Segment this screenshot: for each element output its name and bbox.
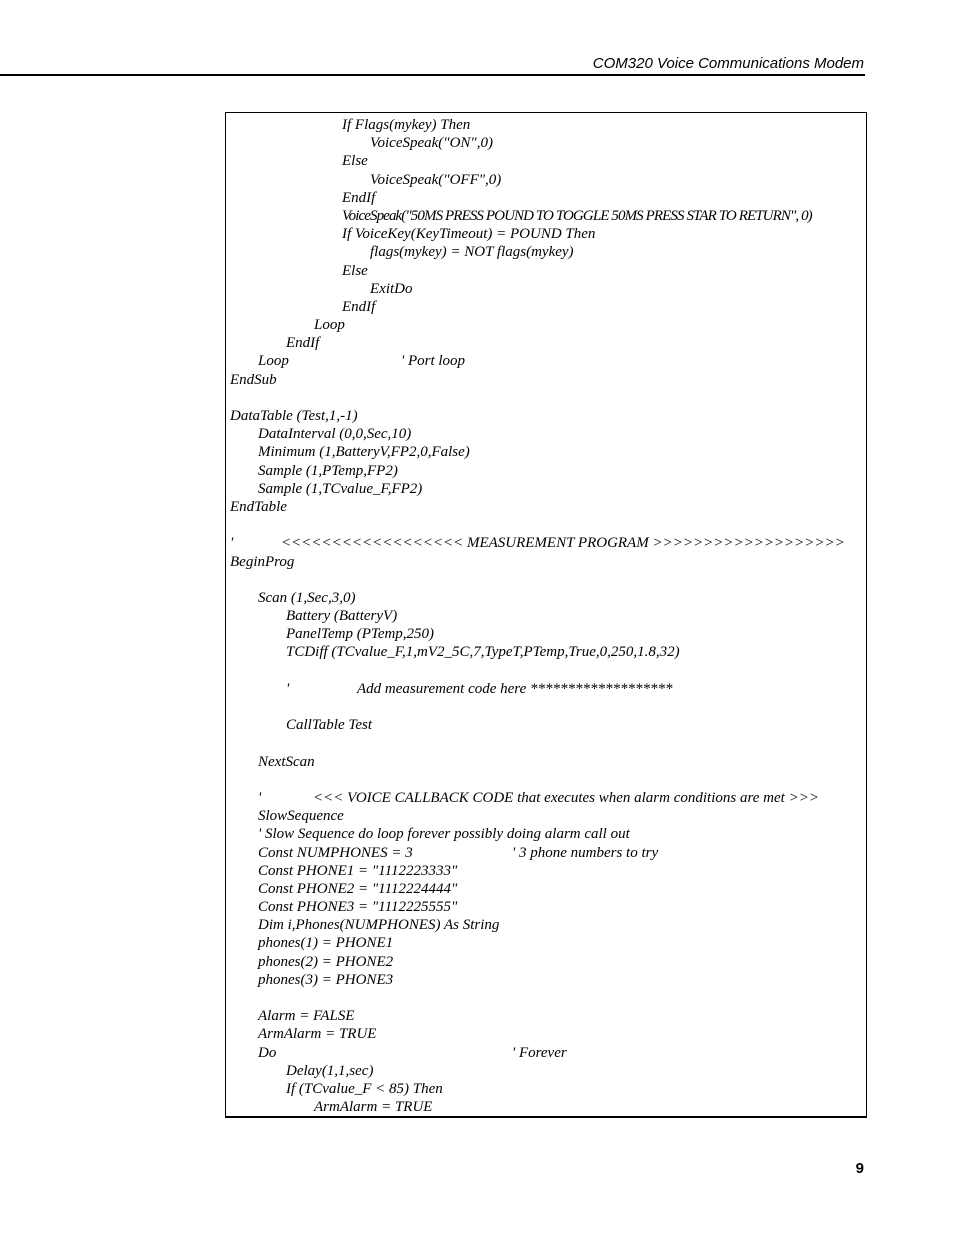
code-text: ArmAlarm = TRUE bbox=[314, 1099, 433, 1116]
code-text: EndIf bbox=[342, 189, 376, 206]
code-text: ' bbox=[230, 535, 234, 552]
code-text: Battery (BatteryV) bbox=[286, 608, 398, 625]
code-line bbox=[230, 1025, 864, 1043]
code-text: BeginProg bbox=[230, 553, 295, 570]
code-text: Loop bbox=[258, 353, 289, 370]
code-text: Else bbox=[342, 153, 368, 170]
code-line bbox=[230, 243, 864, 261]
code-line bbox=[230, 607, 864, 625]
code-text: PanelTemp (PTemp,250) bbox=[286, 626, 435, 643]
code-line bbox=[230, 571, 864, 589]
code-text: If (TCvalue_F < 85) Then bbox=[286, 1080, 443, 1097]
code-line bbox=[230, 298, 864, 316]
code-comment: Add measurement code here ******************* bbox=[357, 680, 673, 697]
code-text: Else bbox=[342, 262, 368, 279]
code-line bbox=[230, 771, 864, 789]
code-text: DataInterval (0,0,Sec,10) bbox=[258, 426, 412, 443]
code-text: ' Slow Sequence do loop forever possibly doing alarm call out bbox=[258, 826, 630, 843]
page-number: 9 bbox=[855, 1160, 864, 1177]
code-line bbox=[230, 1098, 864, 1116]
code-line bbox=[230, 753, 864, 771]
code-line bbox=[230, 534, 864, 552]
code-comment: ' 3 phone numbers to try bbox=[512, 844, 659, 861]
code-line bbox=[230, 680, 864, 698]
code-text: Delay(1,1,sec) bbox=[286, 1062, 374, 1079]
code-line bbox=[230, 934, 864, 952]
code-line bbox=[230, 152, 864, 170]
code-text: DataTable (Test,1,-1) bbox=[230, 408, 358, 424]
code-line bbox=[230, 1007, 864, 1025]
code-text: Scan (1,Sec,3,0) bbox=[258, 589, 356, 606]
code-line bbox=[230, 498, 864, 516]
code-text: If Flags(mykey) Then bbox=[342, 117, 471, 133]
code-line bbox=[230, 1080, 864, 1098]
code-line bbox=[230, 716, 864, 734]
code-line bbox=[230, 916, 864, 934]
code-line bbox=[230, 207, 864, 225]
code-text: If VoiceKey(KeyTimeout) = POUND Then bbox=[342, 226, 596, 243]
code-line bbox=[230, 280, 864, 298]
code-text: phones(3) = PHONE3 bbox=[258, 971, 394, 988]
code-text: flags(mykey) = NOT flags(mykey) bbox=[370, 244, 574, 261]
code-line bbox=[230, 698, 864, 716]
code-line bbox=[230, 662, 864, 680]
header-rule bbox=[0, 74, 865, 76]
code-line bbox=[230, 462, 864, 480]
code-text: SlowSequence bbox=[258, 808, 344, 825]
code-line bbox=[230, 1044, 864, 1062]
code-line bbox=[230, 443, 864, 461]
code-line bbox=[230, 262, 864, 280]
code-line bbox=[230, 480, 864, 498]
code-line bbox=[230, 989, 864, 1007]
code-line bbox=[230, 134, 864, 152]
code-line bbox=[230, 880, 864, 898]
code-text: Const NUMPHONES = 3 bbox=[258, 844, 413, 861]
code-text: Minimum (1,BatteryV,FP2,0,False) bbox=[258, 444, 470, 461]
code-text: CallTable Test bbox=[286, 717, 373, 734]
code-text: NextScan bbox=[258, 753, 315, 770]
code-line bbox=[230, 953, 864, 971]
code-line bbox=[230, 334, 864, 352]
code-text: ArmAlarm = TRUE bbox=[258, 1026, 377, 1043]
code-line bbox=[230, 316, 864, 334]
page-header-title: COM320 Voice Communications Modem bbox=[592, 55, 864, 72]
code-text: Dim i,Phones(NUMPHONES) As String bbox=[258, 917, 500, 934]
code-line bbox=[230, 589, 864, 607]
code-line bbox=[230, 844, 864, 862]
code-comment: ' Port loop bbox=[401, 353, 466, 370]
code-comment: <<<<<<<<<<<<<<<<<< MEASUREMENT PROGRAM >>>>>>>>>>>>>>>>>>> bbox=[281, 535, 845, 552]
code-listing-box bbox=[225, 112, 867, 1118]
code-text: TCDiff (TCvalue_F,1,mV2_5C,7,TypeT,PTemp,True,0,250,1.8,32) bbox=[286, 644, 680, 661]
code-text: EndIf bbox=[286, 335, 320, 352]
code-text: Loop bbox=[314, 317, 345, 334]
code-line bbox=[230, 116, 864, 134]
code-line bbox=[230, 407, 864, 425]
code-line bbox=[230, 171, 864, 189]
code-text: Sample (1,PTemp,FP2) bbox=[258, 462, 398, 479]
code-line bbox=[230, 189, 864, 207]
code-text: VoiceSpeak("50MS PRESS POUND TO TOGGLE 50MS PRESS STAR TO RETURN", 0) bbox=[342, 207, 812, 224]
code-text: EndSub bbox=[230, 371, 277, 388]
code-text: ExitDo bbox=[370, 280, 413, 297]
code-line bbox=[230, 807, 864, 825]
code-line bbox=[230, 425, 864, 443]
code-text: ' bbox=[258, 789, 262, 806]
code-comment: ' Forever bbox=[512, 1044, 567, 1061]
code-line bbox=[230, 898, 864, 916]
code-text: Sample (1,TCvalue_F,FP2) bbox=[258, 480, 423, 497]
code-text: EndTable bbox=[230, 498, 287, 515]
code-line bbox=[230, 825, 864, 843]
code-line bbox=[230, 734, 864, 752]
code-listing bbox=[230, 116, 864, 1116]
code-line bbox=[230, 389, 864, 407]
code-text: Alarm = FALSE bbox=[258, 1008, 355, 1025]
code-text: ' bbox=[286, 680, 290, 697]
code-line bbox=[230, 971, 864, 989]
code-text: phones(1) = PHONE1 bbox=[258, 935, 394, 952]
code-text: Const PHONE3 = "1112225555" bbox=[258, 899, 458, 916]
code-line bbox=[230, 862, 864, 880]
code-line bbox=[230, 625, 864, 643]
code-text: VoiceSpeak("OFF",0) bbox=[370, 171, 502, 188]
code-line bbox=[230, 789, 864, 807]
code-line bbox=[230, 643, 864, 661]
code-line bbox=[230, 371, 864, 389]
code-comment: <<< VOICE CALLBACK CODE that executes when alarm conditions are met >>> bbox=[313, 789, 819, 806]
code-text: VoiceSpeak("ON",0) bbox=[370, 135, 493, 152]
code-line bbox=[230, 516, 864, 534]
code-line bbox=[230, 352, 864, 370]
code-text: Const PHONE2 = "1112224444" bbox=[258, 880, 458, 897]
code-text: Do bbox=[258, 1044, 277, 1061]
code-line bbox=[230, 225, 864, 243]
code-text: EndIf bbox=[342, 298, 376, 315]
code-text: phones(2) = PHONE2 bbox=[258, 953, 394, 970]
code-text: Const PHONE1 = "1112223333" bbox=[258, 862, 458, 879]
code-line bbox=[230, 1062, 864, 1080]
code-line bbox=[230, 553, 864, 571]
